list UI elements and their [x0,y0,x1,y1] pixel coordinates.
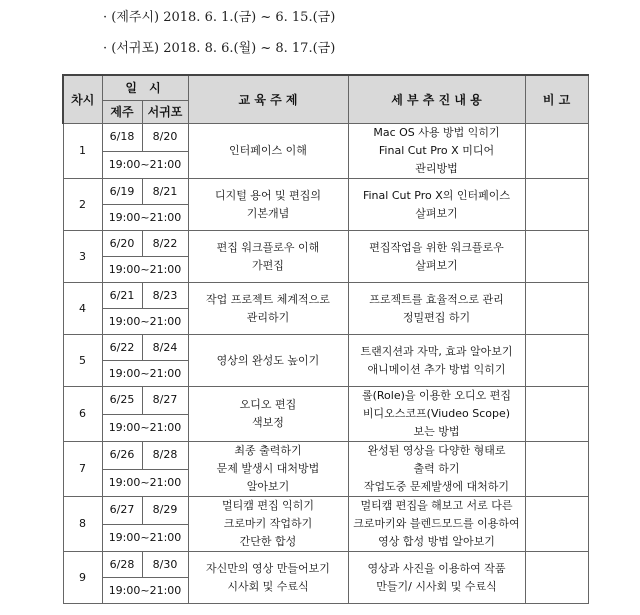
date-jeju: 6/22 [102,335,142,361]
table-row [63,231,588,257]
topic-cell: 오디오 편집 색보정 [188,387,348,442]
details-cell: 롤(Role)을 이용한 오디오 편집 비디오스코프(Viudeo Scope) 보는 방법 [348,387,525,442]
date-seogwipo: 8/30 [142,552,188,578]
details-cell: Final Cut Pro X의 인터페이스 살펴보기 [348,179,525,231]
remarks-cell [525,552,588,604]
session-number: 8 [63,497,102,552]
date-jeju: 6/25 [102,387,142,415]
time-cell: 19:00~21:00 [102,205,188,231]
details-cell: 완성된 영상을 다양한 형태로 출력 하기 작업도중 문제발생에 대처하기 [348,442,525,497]
session-number: 3 [63,231,102,283]
session-number: 2 [63,179,102,231]
date-seogwipo: 8/23 [142,283,188,309]
remarks-cell [525,231,588,283]
details-cell: 프로젝트를 효율적으로 관리 정밀편집 하기 [348,283,525,335]
remarks-cell [525,179,588,231]
session-number: 4 [63,283,102,335]
time-cell: 19:00~21:00 [102,578,188,604]
date-seogwipo: 8/28 [142,442,188,470]
header-seogwipo: 서귀포 [142,101,188,124]
period-jeju: · (제주시) 2018. 6. 1.(금) ~ 6. 15.(금) [103,10,336,25]
table-row [63,335,588,361]
time-cell: 19:00~21:00 [102,524,188,552]
session-number: 5 [63,335,102,387]
topic-cell: 편집 워크플로우 이해 가편집 [188,231,348,283]
details-cell: 편집작업을 위한 워크플로우 살펴보기 [348,231,525,283]
topic-cell: 최종 출력하기 문제 발생시 대처방법 알아보기 [188,442,348,497]
date-jeju: 6/21 [102,283,142,309]
time-cell: 19:00~21:00 [102,257,188,283]
period-seogwipo: · (서귀포) 2018. 8. 6.(월) ~ 8. 17.(금) [103,41,336,56]
remarks-cell [525,335,588,387]
date-seogwipo: 8/21 [142,179,188,205]
time-cell: 19:00~21:00 [102,469,188,497]
date-seogwipo: 8/29 [142,497,188,525]
details-cell: 멀티캠 편집을 해보고 서로 다른 크로마키와 블렌드모드를 이용하여 영상 합성 방법 알아보기 [348,497,525,552]
date-jeju: 6/18 [102,124,142,152]
details-cell: Mac OS 사용 방법 익히기 Final Cut Pro X 미디어 관리방법 [348,124,525,179]
table-row [63,283,588,309]
remarks-cell [525,497,588,552]
header-details: 세 부 추 진 내 용 [348,75,525,124]
time-cell: 19:00~21:00 [102,414,188,442]
date-seogwipo: 8/24 [142,335,188,361]
session-number: 9 [63,552,102,604]
time-cell: 19:00~21:00 [102,309,188,335]
header-jeju: 제주 [102,101,142,124]
date-seogwipo: 8/22 [142,231,188,257]
remarks-cell [525,442,588,497]
date-jeju: 6/28 [102,552,142,578]
header-session: 차시 [63,75,102,124]
session-number: 1 [63,124,102,179]
date-jeju: 6/19 [102,179,142,205]
topic-cell: 자신만의 영상 만들어보기 시사회 및 수료식 [188,552,348,604]
schedule-table [62,74,589,604]
date-jeju: 6/20 [102,231,142,257]
table-row [63,124,588,152]
details-cell: 영상과 사진을 이용하여 작품 만들기/ 시사회 및 수료식 [348,552,525,604]
date-jeju: 6/27 [102,497,142,525]
session-number: 7 [63,442,102,497]
topic-cell: 디지털 용어 및 편집의 기본개념 [188,179,348,231]
header-remarks: 비 고 [525,75,588,124]
date-seogwipo: 8/20 [142,124,188,152]
table-row [63,442,588,470]
topic-cell: 영상의 완성도 높이기 [188,335,348,387]
table-row [63,387,588,415]
remarks-cell [525,283,588,335]
details-cell: 트랜지션과 자막, 효과 알아보기 애니메이션 추가 방법 익히기 [348,335,525,387]
table-row [63,179,588,205]
topic-cell: 작업 프로젝트 체계적으로 관리하기 [188,283,348,335]
table-row [63,552,588,578]
time-cell: 19:00~21:00 [102,361,188,387]
remarks-cell [525,124,588,179]
table-row [63,497,588,525]
header-topic: 교 육 주 제 [188,75,348,124]
header-schedule: 일 시 [102,75,188,101]
session-number: 6 [63,387,102,442]
date-seogwipo: 8/27 [142,387,188,415]
remarks-cell [525,387,588,442]
topic-cell: 멀티캠 편집 익히기 크로마키 작업하기 간단한 합성 [188,497,348,552]
time-cell: 19:00~21:00 [102,151,188,179]
topic-cell: 인터페이스 이해 [188,124,348,179]
date-jeju: 6/26 [102,442,142,470]
